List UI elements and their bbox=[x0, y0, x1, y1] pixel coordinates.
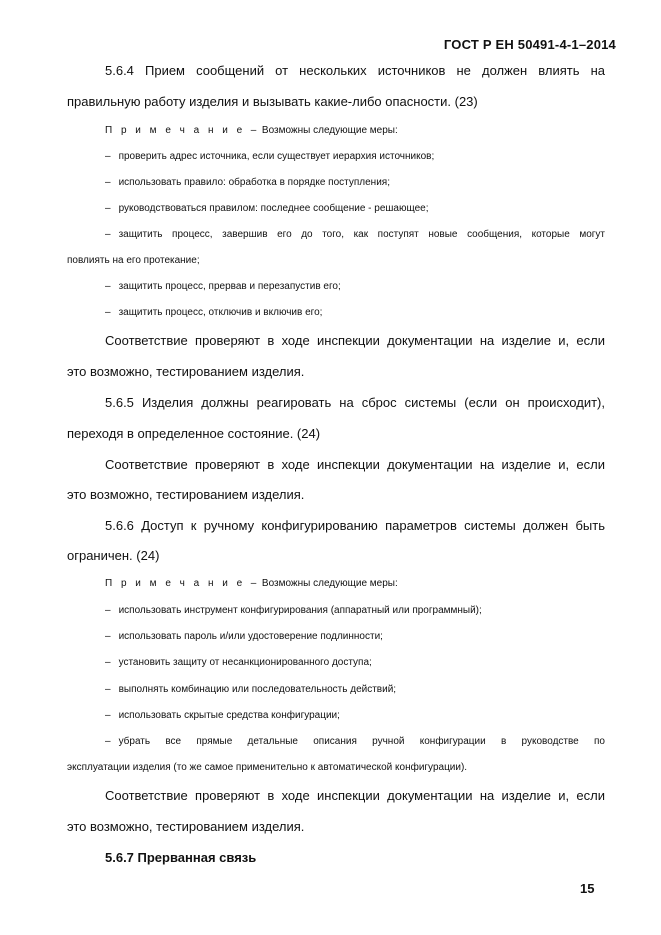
bullet-dash: – bbox=[105, 605, 111, 616]
list-item: – защитить процесс, прервав и перезапустив его; bbox=[105, 281, 341, 292]
clause-5-6-5-line-2: переходя в определенное состояние. (24) bbox=[67, 426, 321, 441]
note-1-heading bbox=[105, 125, 398, 136]
note-intro: Возможны следующие меры: bbox=[261, 578, 398, 589]
bullet-dash: – bbox=[105, 229, 111, 240]
list-item: – защитить процесс, завершив его до того, как поступят новые сообщения, которые могут bbox=[105, 229, 605, 240]
bullet-dash: – bbox=[105, 657, 111, 668]
conformity-1-line-1: Соответствие проверяют в ходе инспекции документации на изделие и, если bbox=[105, 333, 605, 348]
list-item: – выполнять комбинацию или последовательность действий; bbox=[105, 684, 397, 695]
list-item-continuation: повлиять на его протекание; bbox=[67, 255, 200, 266]
clause-5-6-4-line-2: правильную работу изделия и вызывать какие-либо опасности. (23) bbox=[67, 94, 478, 109]
bullet-dash: – bbox=[105, 151, 111, 162]
list-item: – убрать все прямые детальные описания ручной конфигурации в руководстве по bbox=[105, 736, 605, 747]
bullet-dash: – bbox=[105, 177, 111, 188]
list-item: – использовать правило: обработка в порядке поступления; bbox=[105, 177, 390, 188]
note-2-heading bbox=[105, 578, 398, 589]
conformity-2-line-1: Соответствие проверяют в ходе инспекции документации на изделие и, если bbox=[105, 457, 605, 472]
bullet-dash: – bbox=[105, 631, 111, 642]
note-label: П р и м е ч а н и е bbox=[105, 125, 246, 136]
clause-5-6-6-line-1: 5.6.6 Доступ к ручному конфигурированию параметров системы должен быть bbox=[105, 518, 605, 533]
clause-5-6-6-line-2: ограничен. (24) bbox=[67, 548, 160, 563]
clause-5-6-7-heading: 5.6.7 Прерванная связь bbox=[105, 850, 257, 865]
conformity-3-line-2: это возможно, тестированием изделия. bbox=[67, 819, 305, 834]
note-dash: – bbox=[250, 125, 257, 136]
bullet-dash: – bbox=[105, 281, 111, 292]
list-item: – руководствоваться правилом: последнее сообщение - решающее; bbox=[105, 203, 429, 214]
bullet-dash: – bbox=[105, 684, 111, 695]
bullet-dash: – bbox=[105, 710, 111, 721]
note-intro: Возможны следующие меры: bbox=[261, 125, 398, 136]
conformity-1-line-2: это возможно, тестированием изделия. bbox=[67, 364, 305, 379]
note-label: П р и м е ч а н и е bbox=[105, 578, 246, 589]
list-item-continuation: эксплуатации изделия (то же самое применительно к автоматической конфигурации). bbox=[67, 762, 468, 773]
clause-5-6-4-line-1: 5.6.4 Прием сообщений от нескольких источников не должен влиять на bbox=[105, 63, 605, 78]
conformity-3-line-1: Соответствие проверяют в ходе инспекции документации на изделие и, если bbox=[105, 788, 605, 803]
page-number: 15 bbox=[580, 881, 595, 896]
list-item: – защитить процесс, отключив и включив его; bbox=[105, 307, 323, 318]
list-item: – установить защиту от несанкционированного доступа; bbox=[105, 657, 372, 668]
document-number: ГОСТ Р ЕН 50491-4-1–2014 bbox=[443, 37, 616, 52]
list-item: – проверить адрес источника, если существует иерархия источников; bbox=[105, 151, 435, 162]
list-item: – использовать инструмент конфигурирования (аппаратный или программный); bbox=[105, 605, 482, 616]
bullet-dash: – bbox=[105, 307, 111, 318]
clause-5-6-5-line-1: 5.6.5 Изделия должны реагировать на сброс системы (если он происходит), bbox=[105, 395, 605, 410]
bullet-dash: – bbox=[105, 736, 111, 747]
conformity-2-line-2: это возможно, тестированием изделия. bbox=[67, 487, 305, 502]
list-item: – использовать пароль и/или удостоверение подлинности; bbox=[105, 631, 383, 642]
note-dash: – bbox=[250, 578, 257, 589]
list-item: – использовать скрытые средства конфигурации; bbox=[105, 710, 340, 721]
bullet-dash: – bbox=[105, 203, 111, 214]
